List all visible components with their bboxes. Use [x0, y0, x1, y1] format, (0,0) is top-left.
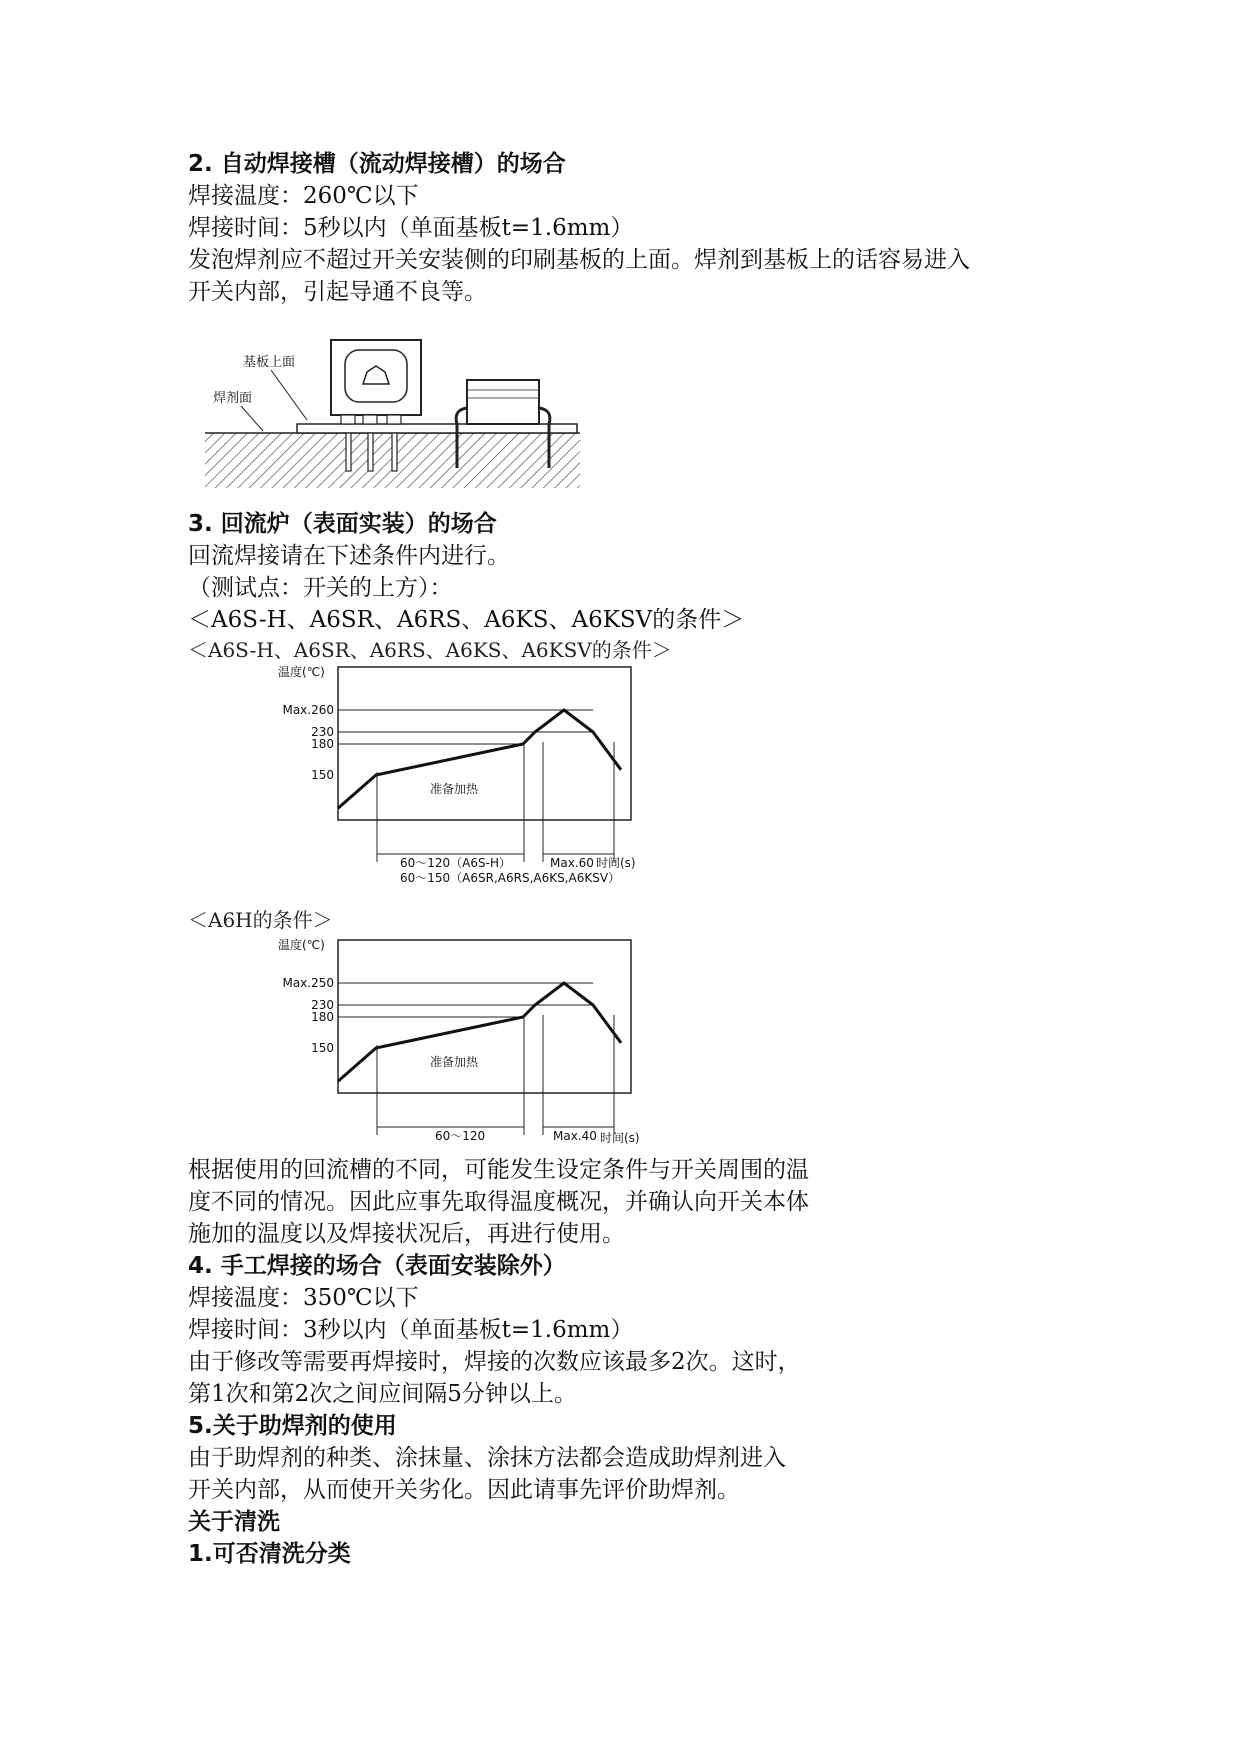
cleaning-heading: 关于清洗 — [188, 1509, 280, 1535]
section3-after-line: 根据使用的回流槽的不同，可能发生设定条件与开关周围的温 — [188, 1157, 809, 1183]
section3-heading: 3. 回流炉（表面实装）的场合 — [188, 511, 497, 537]
section5-line: 由于助焊剂的种类、涂抹量、涂抹方法都会造成助焊剂进入 — [188, 1445, 786, 1471]
section4-line: 焊接时间：3秒以内（单面基板t=1.6mm） — [188, 1317, 634, 1343]
chart2-caption: ＜A6H的条件＞ — [188, 908, 333, 932]
section4-line: 焊接温度：350℃以下 — [188, 1285, 419, 1311]
chart1-caption: ＜A6S-H、A6SR、A6RS、A6KS、A6KSV的条件＞ — [188, 638, 672, 662]
section5-line: 开关内部，从而使开关劣化。因此请事先评价助焊剂。 — [188, 1477, 740, 1503]
section2-heading: 2. 自动焊接槽（流动焊接槽）的场合 — [188, 151, 566, 177]
y-tick-label: 180 — [311, 737, 334, 751]
temperature-profile-line — [338, 710, 621, 808]
section5-heading: 5.关于助焊剂的使用 — [188, 1413, 397, 1439]
reflow-chart-a6s — [270, 662, 670, 892]
section3-line: ＜A6S-H、A6SR、A6RS、A6KS、A6KSV的条件＞ — [188, 607, 745, 633]
temperature-profile-line — [338, 983, 621, 1081]
pcb-board — [297, 424, 577, 433]
section4-heading: 4. 手工焊接的场合（表面安装除外） — [188, 1253, 566, 1279]
section2-line: 焊接温度：260℃以下 — [188, 183, 419, 209]
cleaning-subheading: 1.可否清洗分类 — [188, 1541, 351, 1567]
section4-line: 由于修改等需要再焊接时，焊接的次数应该最多2次。这时， — [188, 1349, 801, 1375]
interval-max-label: Max.60 — [550, 856, 594, 870]
y-tick-label: 150 — [311, 768, 334, 782]
annotation-preheat: 准备加热 — [430, 1055, 479, 1069]
reflow-chart-a6h — [270, 935, 670, 1150]
x-axis-label: 时间(s) — [596, 856, 636, 870]
interval-label: 60～120 — [435, 1129, 486, 1143]
section2-line: 开关内部，引起导通不良等。 — [188, 279, 487, 305]
section3-line: （测试点：开关的上方）： — [188, 575, 453, 601]
section2-line: 焊接时间：5秒以内（单面基板t=1.6mm） — [188, 215, 634, 241]
y-tick-label: 180 — [311, 1010, 334, 1024]
flow-solder-figure — [205, 328, 580, 488]
section4-line: 第1次和第2次之间应间隔5分钟以上。 — [188, 1381, 577, 1407]
y-tick-label: 150 — [311, 1041, 334, 1055]
y-tick-label: 230 — [311, 725, 334, 739]
label-flux-surface: 焊剂面 — [213, 391, 253, 406]
y-tick-label: 230 — [311, 998, 334, 1012]
label-board-top: 基板上面 — [243, 355, 296, 370]
interval-label: 60～120（A6S-H） — [400, 856, 511, 870]
y-tick-label: Max.260 — [282, 703, 334, 717]
annotation-preheat: 准备加热 — [430, 782, 479, 796]
interval-label: 60～150（A6SR,A6RS,A6KS,A6KSV） — [400, 871, 621, 885]
section3-line: 回流焊接请在下述条件内进行。 — [188, 543, 510, 569]
y-tick-label: Max.250 — [282, 976, 334, 990]
y-axis-label: 温度(℃) — [278, 665, 325, 679]
section3-after-line: 度不同的情况。因此应事先取得温度概况，并确认向开关本体 — [188, 1189, 809, 1215]
y-axis-label: 温度(℃) — [278, 938, 325, 952]
x-axis-label: 时间(s) — [600, 1131, 640, 1145]
section2-line: 发泡焊剂应不超过开关安装侧的印刷基板的上面。焊剂到基板上的话容易进入 — [188, 247, 970, 273]
section3-after-line: 施加的温度以及焊接状况后，再进行使用。 — [188, 1221, 625, 1247]
interval-max-label: Max.40 — [553, 1129, 597, 1143]
